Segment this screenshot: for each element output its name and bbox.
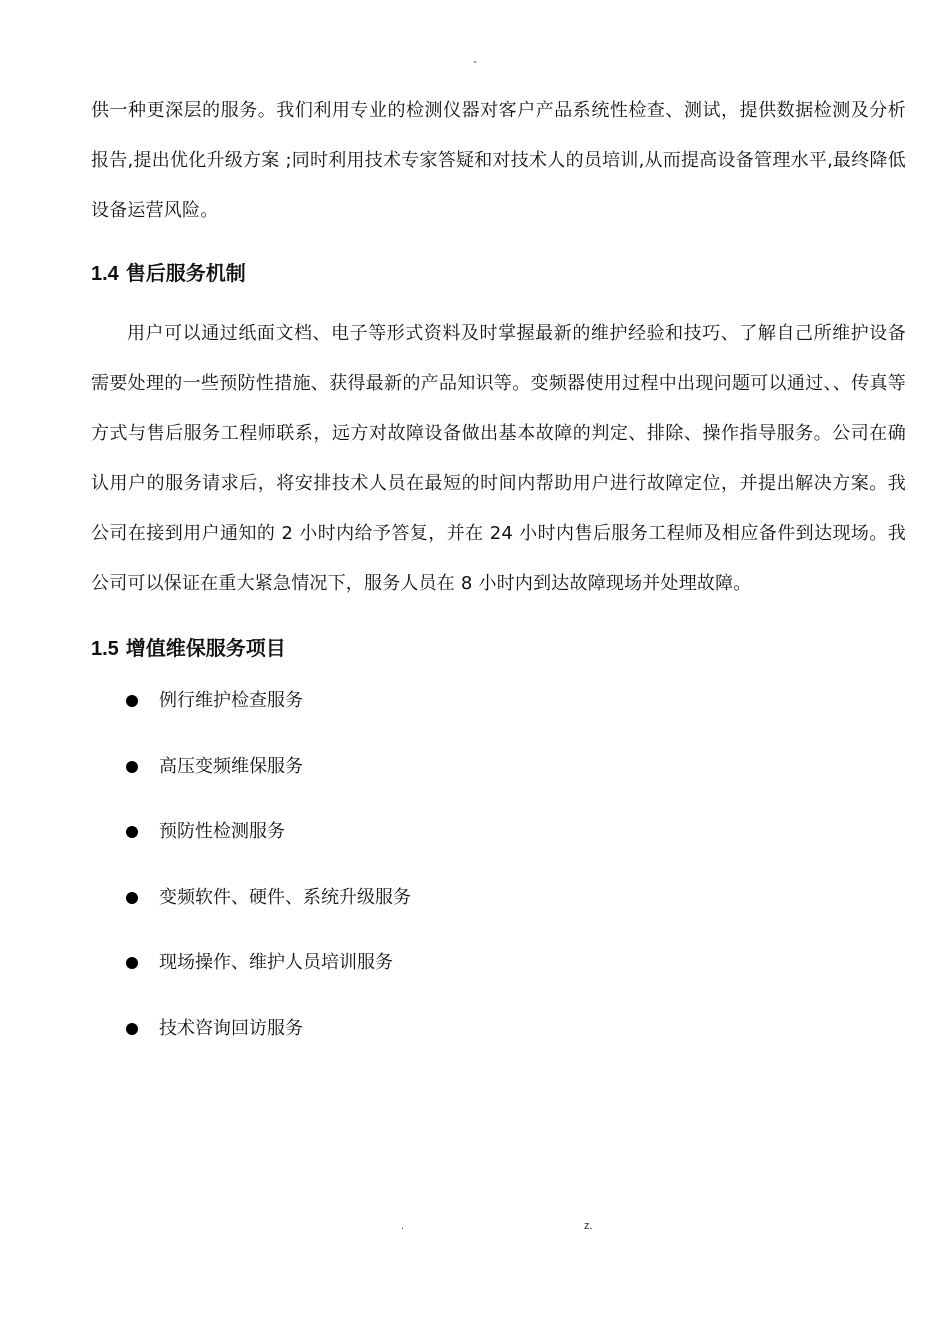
section-title: 增值维保服务项目 [125, 636, 286, 660]
list-item-label: 例行维护检查服务 [159, 690, 303, 711]
intro-paragraph: 供一种更深层的服务。我们利用专业的检测仪器对客户产品系统性检查、测试，提供数据检测及分析报告,提出优化升级方案 ;同时利用技术专家答疑和对技术人的员培训,从而提高设备管理水平,最终降低设备运营风险。 [91, 100, 906, 221]
section-heading-1-5 [91, 633, 906, 664]
list-item-label: 变频软件、硬件、系统升级服务 [159, 886, 411, 908]
page-header-mark: - [473, 56, 477, 68]
page-footer-right: z. [584, 1220, 593, 1232]
bullet-icon [126, 761, 138, 773]
list-item-label: 高压变频维保服务 [159, 755, 303, 777]
bullet-icon [126, 957, 138, 969]
section-number: 1.4 [91, 263, 119, 285]
bullet-icon [126, 695, 138, 707]
list-item-label: 预防性检测服务 [159, 821, 285, 843]
list-item-label: 技术咨询回访服务 [159, 1017, 303, 1039]
after-sales-paragraph: 用户可以通过纸面文档、电子等形式资料及时掌握最新的维护经验和技巧、了解自己所维护设备需要处理的一些预防性措施、获得最新的产品知识等。变频器使用过程中出现问题可以通过、、传真等方式与售后服务工程师联系，远方对故障设备做出基本故障的判定、排除、操作指导服务。公司在确认用户的服务请求后，将安排技术人员在最短的时间内帮助用户进行故障定位，并提出解决方案。我公司在接到用户通知的 2 小时内给予答复，并在 24 小时内售后服务工程师及相应备件到达现场。我公司可以保证在重大紧急情况下，服务人员在 8 小时内到达故障现场并处理故障。 [91, 323, 906, 594]
page-footer-left: . [401, 1220, 405, 1232]
list-item [91, 752, 906, 782]
list-item [91, 686, 906, 716]
list-item [91, 883, 906, 913]
section-number: 1.5 [91, 638, 119, 660]
bullet-icon [126, 1023, 138, 1035]
list-item [91, 1014, 906, 1044]
list-item [91, 817, 906, 847]
list-item-label: 现场操作、维护人员培训服务 [159, 952, 393, 974]
list-item [91, 948, 906, 978]
service-item-list [91, 686, 906, 1044]
section-heading-1-4 [91, 258, 906, 289]
bullet-icon [126, 892, 138, 904]
page-content [91, 86, 906, 1080]
section-title: 售后服务机制 [125, 261, 246, 285]
bullet-icon [126, 826, 138, 838]
